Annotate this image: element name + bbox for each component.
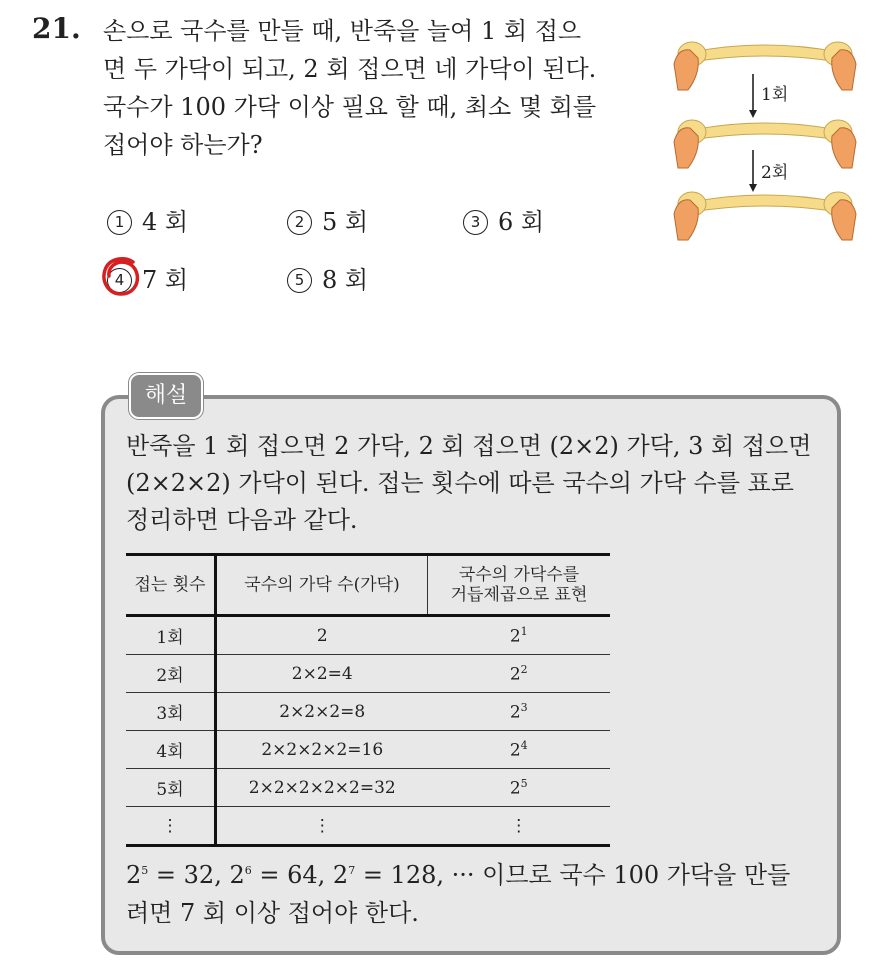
choice-label: 8 회 xyxy=(322,266,369,294)
cell-power: $2^2$ xyxy=(428,655,611,693)
choice-number: 3 xyxy=(463,210,488,235)
choice-3[interactable] xyxy=(463,202,544,237)
cell-strands: 2×2×2×2×2=32 xyxy=(216,769,428,807)
noodle-stretch-top xyxy=(674,42,856,90)
conclusion-line: 려면 7 회 이상 접어야 한다. xyxy=(126,899,419,927)
cell-strands: 2×2=4 xyxy=(216,655,428,693)
table-row xyxy=(126,693,610,731)
cell-power: $2^4$ xyxy=(428,731,611,769)
question-line: 면 두 가닥이 되고, 2 회 접으면 네 가닥이 된다. xyxy=(103,55,597,83)
table-row xyxy=(126,769,610,807)
choice-number: 5 xyxy=(287,268,312,293)
folding-table xyxy=(126,553,610,847)
choice-label: 4 회 xyxy=(142,208,189,236)
choice-2[interactable] xyxy=(287,202,368,237)
cell-strands: 2 xyxy=(216,616,428,655)
cell-power: $2^3$ xyxy=(428,693,611,731)
cell-strands: ⋮ xyxy=(216,807,428,846)
table-row xyxy=(126,731,610,769)
explanation-intro xyxy=(126,428,826,539)
choice-label: 6 회 xyxy=(498,208,545,236)
explanation-conclusion xyxy=(126,852,826,932)
cell-count: 4회 xyxy=(126,731,216,769)
cell-strands: 2×2×2×2=16 xyxy=(216,731,428,769)
noodle-stretch-middle xyxy=(674,120,856,168)
cell-count: 1회 xyxy=(126,616,216,655)
explanation-tag: 해설 xyxy=(129,373,203,419)
question-number: 21. xyxy=(32,12,81,45)
cell-count: 5회 xyxy=(126,769,216,807)
down-arrow-icon xyxy=(749,150,757,192)
down-arrow-icon xyxy=(749,74,757,118)
table-row xyxy=(126,616,610,655)
question-text xyxy=(103,12,648,164)
noodle-stretch-bottom xyxy=(674,192,856,240)
header-power-form xyxy=(428,555,611,616)
choice-label: 5 회 xyxy=(322,208,369,236)
header-strand-count: 국수의 가닥 수(가닥) xyxy=(216,555,428,616)
noodle-folding-illustration xyxy=(670,18,860,248)
choice-1[interactable] xyxy=(107,202,188,237)
choice-label: 7 회 xyxy=(142,266,189,294)
choice-5[interactable] xyxy=(287,260,368,295)
header-power-line2: 거듭제곱으로 표현 xyxy=(450,585,588,605)
explanation-line: (2×2×2) 가닥이 된다. 접는 횟수에 따른 국수의 가닥 수를 표로 xyxy=(126,469,794,497)
cell-power: $2^1$ xyxy=(428,616,611,655)
question-line: 국수가 100 가닥 이상 필요 할 때, 최소 몇 회를 xyxy=(103,93,597,121)
cell-power: ⋮ xyxy=(428,807,611,846)
choice-number: 2 xyxy=(287,210,312,235)
cell-count: ⋮ xyxy=(126,807,216,846)
cell-strands: 2×2×2=8 xyxy=(216,693,428,731)
cell-count: 3회 xyxy=(126,693,216,731)
table-row xyxy=(126,807,610,846)
answer-circle-mark xyxy=(99,254,143,298)
header-fold-count: 접는 횟수 xyxy=(126,555,216,616)
explanation-line: 반죽을 1 회 접으면 2 가닥, 2 회 접으면 (2×2) 가닥, 3 회 접으면 xyxy=(126,432,812,460)
question-line: 접어야 하는가? xyxy=(103,131,263,159)
table-row xyxy=(126,655,610,693)
step2-label: 2회 xyxy=(761,163,789,183)
table-header-row xyxy=(126,555,610,616)
choice-number: 1 xyxy=(107,210,132,235)
conclusion-line: $2^5 = 32$, $2^6 = 64$, $2^7 = 128$, ··· 이므로 국수 100 가닥을 만들 xyxy=(126,861,791,889)
cell-power: $2^5$ xyxy=(428,769,611,807)
choice-number: 4 xyxy=(107,268,132,293)
cell-count: 2회 xyxy=(126,655,216,693)
step1-label: 1회 xyxy=(761,85,789,105)
question-line: 손으로 국수를 만들 때, 반죽을 늘여 1 회 접으 xyxy=(103,17,582,45)
header-power-line1: 국수의 가닥수를 xyxy=(458,565,580,585)
explanation-line: 정리하면 다음과 같다. xyxy=(126,506,358,534)
